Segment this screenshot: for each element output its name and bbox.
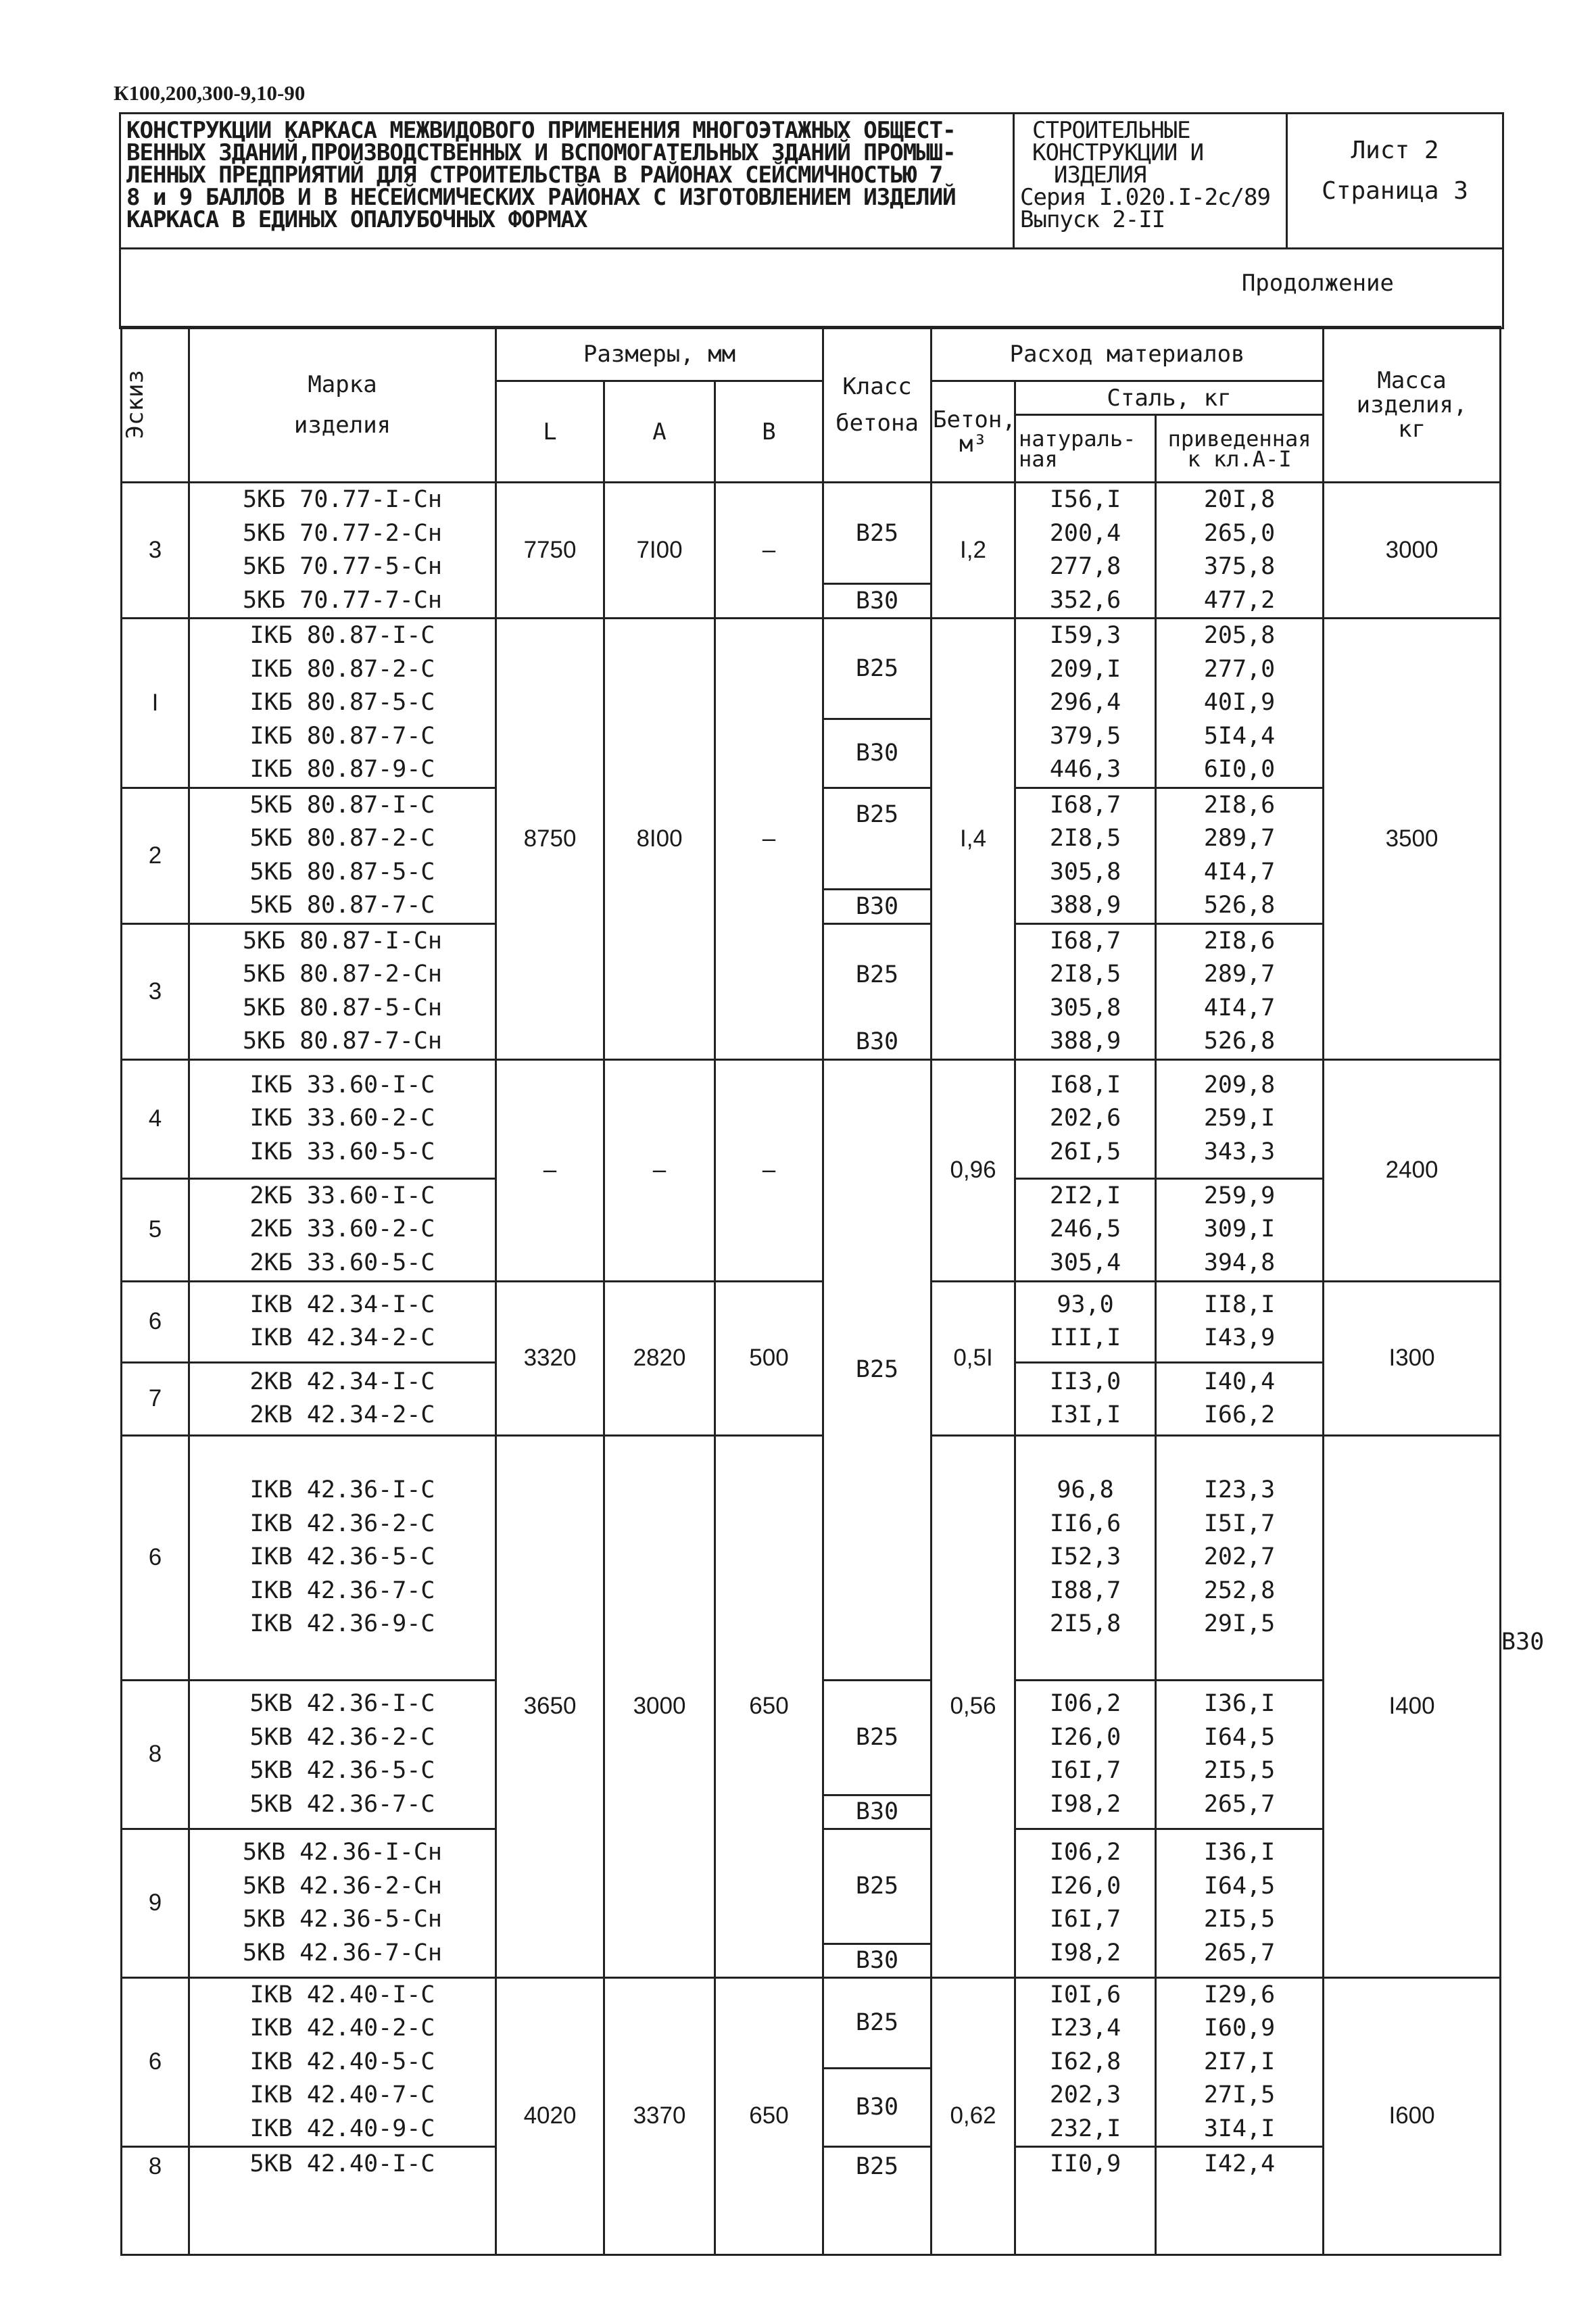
- dim-B: 500: [715, 1281, 823, 1435]
- col-steel-header: Сталь, кг: [1015, 381, 1324, 415]
- mass-cell: 3000: [1324, 483, 1501, 619]
- sketch-cell: 6: [122, 1977, 189, 2147]
- mark-cell: 5КВ 42.40-I-С: [189, 2147, 496, 2255]
- concrete-class: В30: [823, 1025, 932, 1059]
- steel-reduced: I40,4 I66,2: [1156, 1362, 1324, 1435]
- steel-natural: I68,7 2I8,5 305,8 388,9: [1015, 923, 1156, 1059]
- concrete-class: В25: [823, 1829, 932, 1944]
- steel-natural: 2I2,I 246,5 305,4: [1015, 1178, 1156, 1281]
- mark-cell: 5КБ 80.87-I-С 5КБ 80.87-2-С 5КБ 80.87-5-С 5КБ 80.87-7-С: [189, 788, 496, 923]
- steel-reduced: 20I,8 265,0 375,8 477,2: [1156, 483, 1324, 619]
- sheet-number: Лист 2: [1351, 137, 1439, 164]
- col-class-header: Класс бетона: [823, 327, 932, 483]
- concrete-class: В30: [823, 1944, 932, 1977]
- col-A-header: А: [604, 381, 715, 483]
- col-natural-header: натураль- ная: [1015, 415, 1156, 483]
- mass-cell: I600: [1324, 1977, 1501, 2255]
- steel-natural: I06,2 I26,0 I6I,7 I98,2: [1015, 1829, 1156, 1977]
- concrete-class: В25: [823, 1059, 932, 1680]
- mark-cell: 2КБ 33.60-I-С 2КБ 33.60-2-С 2КБ 33.60-5-С: [189, 1178, 496, 1281]
- col-mass-header: Масса изделия, кг: [1324, 327, 1501, 483]
- dim-L: 7750: [496, 483, 604, 619]
- steel-natural: II3,0 I3I,I: [1015, 1362, 1156, 1435]
- dim-B: –: [715, 1059, 823, 1281]
- steel-natural: 93,0 III,I: [1015, 1281, 1156, 1362]
- col-sketch-header: Эскиз: [122, 327, 189, 483]
- dim-L: 8750: [496, 619, 604, 1060]
- title-block: [119, 112, 1504, 329]
- mark-cell: 5КБ 80.87-I-Сн 5КБ 80.87-2-Сн 5КБ 80.87-5-Сн 5КБ 80.87-7-Сн: [189, 923, 496, 1059]
- mark-cell: IКВ 42.34-I-С IКВ 42.34-2-С: [189, 1281, 496, 1362]
- sketch-cell: 8: [122, 1680, 189, 1829]
- materials-table: Эскиз Марка изделия Размеры, мм Класс бетона Расход материалов Масса изделия, кг L А В Бетон, м³ Сталь, кг натураль- ная приведенная к кл.А-I 3 5КБ 70.77-I-Сн 5КБ 70.77-2-Сн 5КБ 70.77-5-Сн 5КБ 70.77-7-Сн 7750 7I00 – В25 I,2 I56,I 200,4 277,8 352,6 20I,8 265,0 375,8 477,2 3000 В30 I IКБ 80.87-I-С IКБ 80.87-2-С IКБ 80.87-5-С IКБ 80.87-7-С IКБ 80.87-9-С 8750 8I00 – В25 I,4 I59,3 209,I 296,4 379,5 446,3 205,8 277,0 40I,9 5I4,4 6I0,0 3500 В30 2 5КБ 80.87-I-С 5КБ 80.87-2-С 5КБ 80.87-5-С 5КБ 80.87-7-С В25 I68,7 2I8,5 305,8 388,9 2I8,6 289,7 4I4,7 526,8 В30 3 5КБ 80.87-I-Сн 5КБ 80.87-2-Сн 5КБ 80.87-5-Сн 5КБ 80.87-7-Сн В25 I68,7 2I8,5 305,8 388,9 2I8,6 289,7 4I4,7 526,8 В30 4 IКБ 33.60-I-С IКБ 33.60-2-С IКБ 33.60-5-С – – – В25 0,96 I68,I 202,6 26I,5 209,8 259,I 343,3 2400 5 2КБ 33.60-I-С 2КБ 33.60-2-С 2КБ 33.60-5-С 2I2,I 246,5 305,4 259,9 309,I 394,8 6 IКВ 42.34-I-С IКВ 42.34-2-С 3320 2820 500 0,5I 93,0 III,I II8,I I43,9 I300 7 2КВ 42.34-I-С 2КВ 42.34-2-С II3,0 I3I,I I40,4 I66,2 6 IКВ 42.36-I-С IКВ 42.36-2-С IКВ 42.36-5-С IКВ 42.36-7-С IКВ 42.36-9-С 3650 3000 650 0,56 96,8 II6,6 I52,3 I88,7 2I5,8 I23,3 I5I,7 202,7 252,8 29I,5 I400 В30 8 5КВ 42.36-I-С 5КВ 42.36-2-С 5КВ 42.36-5-С 5КВ 42.36-7-С В25 I06,2 I26,0 I6I,7 I98,2 I36,I I64,5 2I5,5 265,7 В30 9 5КВ 42.36-I-Сн 5КВ 42.36-2-Сн 5КВ 42.36-5-Сн 5КВ 42.36-7-Сн В25 I06,2 I26,0 I6I,7 I98,2 I36,I I64,5 2I5,5 265,7 В30 6 IКВ 42.40-I-С IКВ 42.40-2-С IКВ 42.40-5-С IКВ 42.40-7-С IКВ 42.40-9-С 4020 3370 650 В25 0,62 I0I,6 I23,4 I62,8 202,3 232,I I29,6 I60,9 2I7,I 27I,5 3I4,I I600 В30 8 5КВ 42.40-I-С В25 II0,9 I42,4: [120, 326, 1501, 2256]
- sketch-cell: 6: [122, 1435, 189, 1680]
- col-dims-header: Размеры, мм: [496, 327, 823, 381]
- steel-reduced: 2I8,6 289,7 4I4,7 526,8: [1156, 788, 1324, 923]
- steel-reduced: I29,6 I60,9 2I7,I 27I,5 3I4,I: [1156, 1977, 1324, 2147]
- concrete-class: В25: [823, 1680, 932, 1795]
- sheet-info: [1287, 114, 1503, 249]
- dim-L: 3650: [496, 1435, 604, 1977]
- dim-B: –: [715, 483, 823, 619]
- dim-L: –: [496, 1059, 604, 1281]
- steel-natural: I06,2 I26,0 I6I,7 I98,2: [1015, 1680, 1156, 1829]
- mark-cell: IКБ 33.60-I-С IКБ 33.60-2-С IКБ 33.60-5-С: [189, 1059, 496, 1178]
- concrete-volume: 0,56: [932, 1435, 1015, 1977]
- steel-natural: I68,I 202,6 26I,5: [1015, 1059, 1156, 1178]
- mass-cell: 3500: [1324, 619, 1501, 1060]
- page-number: Страница 3: [1322, 177, 1468, 205]
- col-materials-header: Расход материалов: [932, 327, 1324, 381]
- concrete-class: В30: [823, 584, 932, 619]
- col-concrete-header: Бетон, м³: [932, 381, 1015, 483]
- concrete-class: В25: [823, 619, 932, 719]
- dim-A: –: [604, 1059, 715, 1281]
- dim-B: –: [715, 619, 823, 1060]
- mark-cell: 5КБ 70.77-I-Сн 5КБ 70.77-2-Сн 5КБ 70.77-5-Сн 5КБ 70.77-7-Сн: [189, 483, 496, 619]
- concrete-class: В25: [823, 483, 932, 584]
- continuation-label: Продолжение: [120, 249, 1503, 329]
- dim-A: 7I00: [604, 483, 715, 619]
- concrete-class: В30: [823, 889, 932, 923]
- col-reduced-header: приведенная к кл.А-I: [1156, 415, 1324, 483]
- steel-reduced: 209,8 259,I 343,3: [1156, 1059, 1324, 1178]
- steel-natural: 96,8 II6,6 I52,3 I88,7 2I5,8: [1015, 1435, 1156, 1680]
- dim-A: 3370: [604, 1977, 715, 2255]
- dim-B: 650: [715, 1435, 823, 1977]
- sketch-cell: 9: [122, 1829, 189, 1977]
- dim-L: 3320: [496, 1281, 604, 1435]
- concrete-volume: 0,62: [932, 1977, 1015, 2255]
- concrete-class: В30: [823, 719, 932, 788]
- concrete-volume: I,4: [932, 619, 1015, 1060]
- sketch-cell: 4: [122, 1059, 189, 1178]
- sketch-cell: 8: [122, 2147, 189, 2255]
- col-mark-header: Марка изделия: [189, 327, 496, 483]
- concrete-volume: 0,5I: [932, 1281, 1015, 1435]
- concrete-class: В30: [823, 1795, 932, 1829]
- steel-reduced: II8,I I43,9: [1156, 1281, 1324, 1362]
- dim-B: 650: [715, 1977, 823, 2255]
- steel-natural: I59,3 209,I 296,4 379,5 446,3: [1015, 619, 1156, 788]
- concrete-class: В25: [823, 923, 932, 1025]
- sketch-cell: 7: [122, 1362, 189, 1435]
- mark-cell: IКВ 42.36-I-С IКВ 42.36-2-С IКВ 42.36-5-С IКВ 42.36-7-С IКВ 42.36-9-С: [189, 1435, 496, 1680]
- mark-cell: 2КВ 42.34-I-С 2КВ 42.34-2-С: [189, 1362, 496, 1435]
- mark-cell: IКБ 80.87-I-С IКБ 80.87-2-С IКБ 80.87-5-С IКБ 80.87-7-С IКБ 80.87-9-С: [189, 619, 496, 788]
- sketch-cell: I: [122, 619, 189, 788]
- steel-natural: II0,9: [1015, 2147, 1156, 2255]
- dim-A: 2820: [604, 1281, 715, 1435]
- steel-natural: I68,7 2I8,5 305,8 388,9: [1015, 788, 1156, 923]
- concrete-class: В25: [823, 1977, 932, 2068]
- dim-L: 4020: [496, 1977, 604, 2255]
- concrete-class: В25: [823, 2147, 932, 2255]
- document-title: КОНСТРУКЦИИ КАРКАСА МЕЖВИДОВОГО ПРИМЕНЕНИЯ МНОГОЭТАЖНЫХ ОБЩЕСТ- ВЕННЫХ ЗДАНИЙ,ПРОИЗВОДСТВЕННЫХ И ВСПОМОГАТЕЛЬНЫХ ЗДАНИЙ ПРОМЫШ- ЛЕННЫХ ПРЕДПРИЯТИЙ ДЛЯ СТРОИТЕЛЬСТВА В РАЙОНАХ СЕЙСМИЧНОСТЬЮ 7 8 и 9 БАЛЛОВ И В НЕСЕЙСМИЧЕСКИХ РАЙОНАХ С ИЗГОТОВЛЕНИЕМ ИЗДЕЛИЙ КАРКАСА В ЕДИНЫХ ОПАЛУБОЧНЫХ ФОРМАХ: [120, 114, 1014, 249]
- sketch-cell: 3: [122, 923, 189, 1059]
- steel-reduced: I36,I I64,5 2I5,5 265,7: [1156, 1829, 1324, 1977]
- mark-cell: IКВ 42.40-I-С IКВ 42.40-2-С IКВ 42.40-5-С IКВ 42.40-7-С IКВ 42.40-9-С: [189, 1977, 496, 2147]
- dim-A: 3000: [604, 1435, 715, 1977]
- steel-reduced: 2I8,6 289,7 4I4,7 526,8: [1156, 923, 1324, 1059]
- steel-reduced: I36,I I64,5 2I5,5 265,7: [1156, 1680, 1324, 1829]
- steel-reduced: I42,4: [1156, 2147, 1324, 2255]
- concrete-class: В25: [823, 788, 932, 889]
- steel-natural: I0I,6 I23,4 I62,8 202,3 232,I: [1015, 1977, 1156, 2147]
- series-info: СТРОИТЕЛЬНЫЕ КОНСТРУКЦИИ И ИЗДЕЛИЯ Серия I.020.I-2с/89 Выпуск 2-II: [1014, 114, 1287, 249]
- mass-cell: I300: [1324, 1281, 1501, 1435]
- sketch-cell: 2: [122, 788, 189, 923]
- mass-cell: I400: [1324, 1435, 1501, 1977]
- steel-reduced: 259,9 309,I 394,8: [1156, 1178, 1324, 1281]
- mass-cell: 2400: [1324, 1059, 1501, 1281]
- concrete-volume: 0,96: [932, 1059, 1015, 1281]
- col-B-header: В: [715, 381, 823, 483]
- mark-cell: 5КВ 42.36-I-Сн 5КВ 42.36-2-Сн 5КВ 42.36-5-Сн 5КВ 42.36-7-Сн: [189, 1829, 496, 1977]
- col-L-header: L: [496, 381, 604, 483]
- sketch-cell: 6: [122, 1281, 189, 1362]
- dim-A: 8I00: [604, 619, 715, 1060]
- steel-natural: I56,I 200,4 277,8 352,6: [1015, 483, 1156, 619]
- steel-reduced: I23,3 I5I,7 202,7 252,8 29I,5: [1156, 1435, 1324, 1680]
- concrete-class: В30: [823, 2068, 932, 2146]
- sketch-cell: 3: [122, 483, 189, 619]
- document-code: К100,200,300-9,10-90: [114, 81, 306, 105]
- sketch-cell: 5: [122, 1178, 189, 1281]
- steel-reduced: 205,8 277,0 40I,9 5I4,4 6I0,0: [1156, 619, 1324, 788]
- mark-cell: 5КВ 42.36-I-С 5КВ 42.36-2-С 5КВ 42.36-5-С 5КВ 42.36-7-С: [189, 1680, 496, 1829]
- concrete-volume: I,2: [932, 483, 1015, 619]
